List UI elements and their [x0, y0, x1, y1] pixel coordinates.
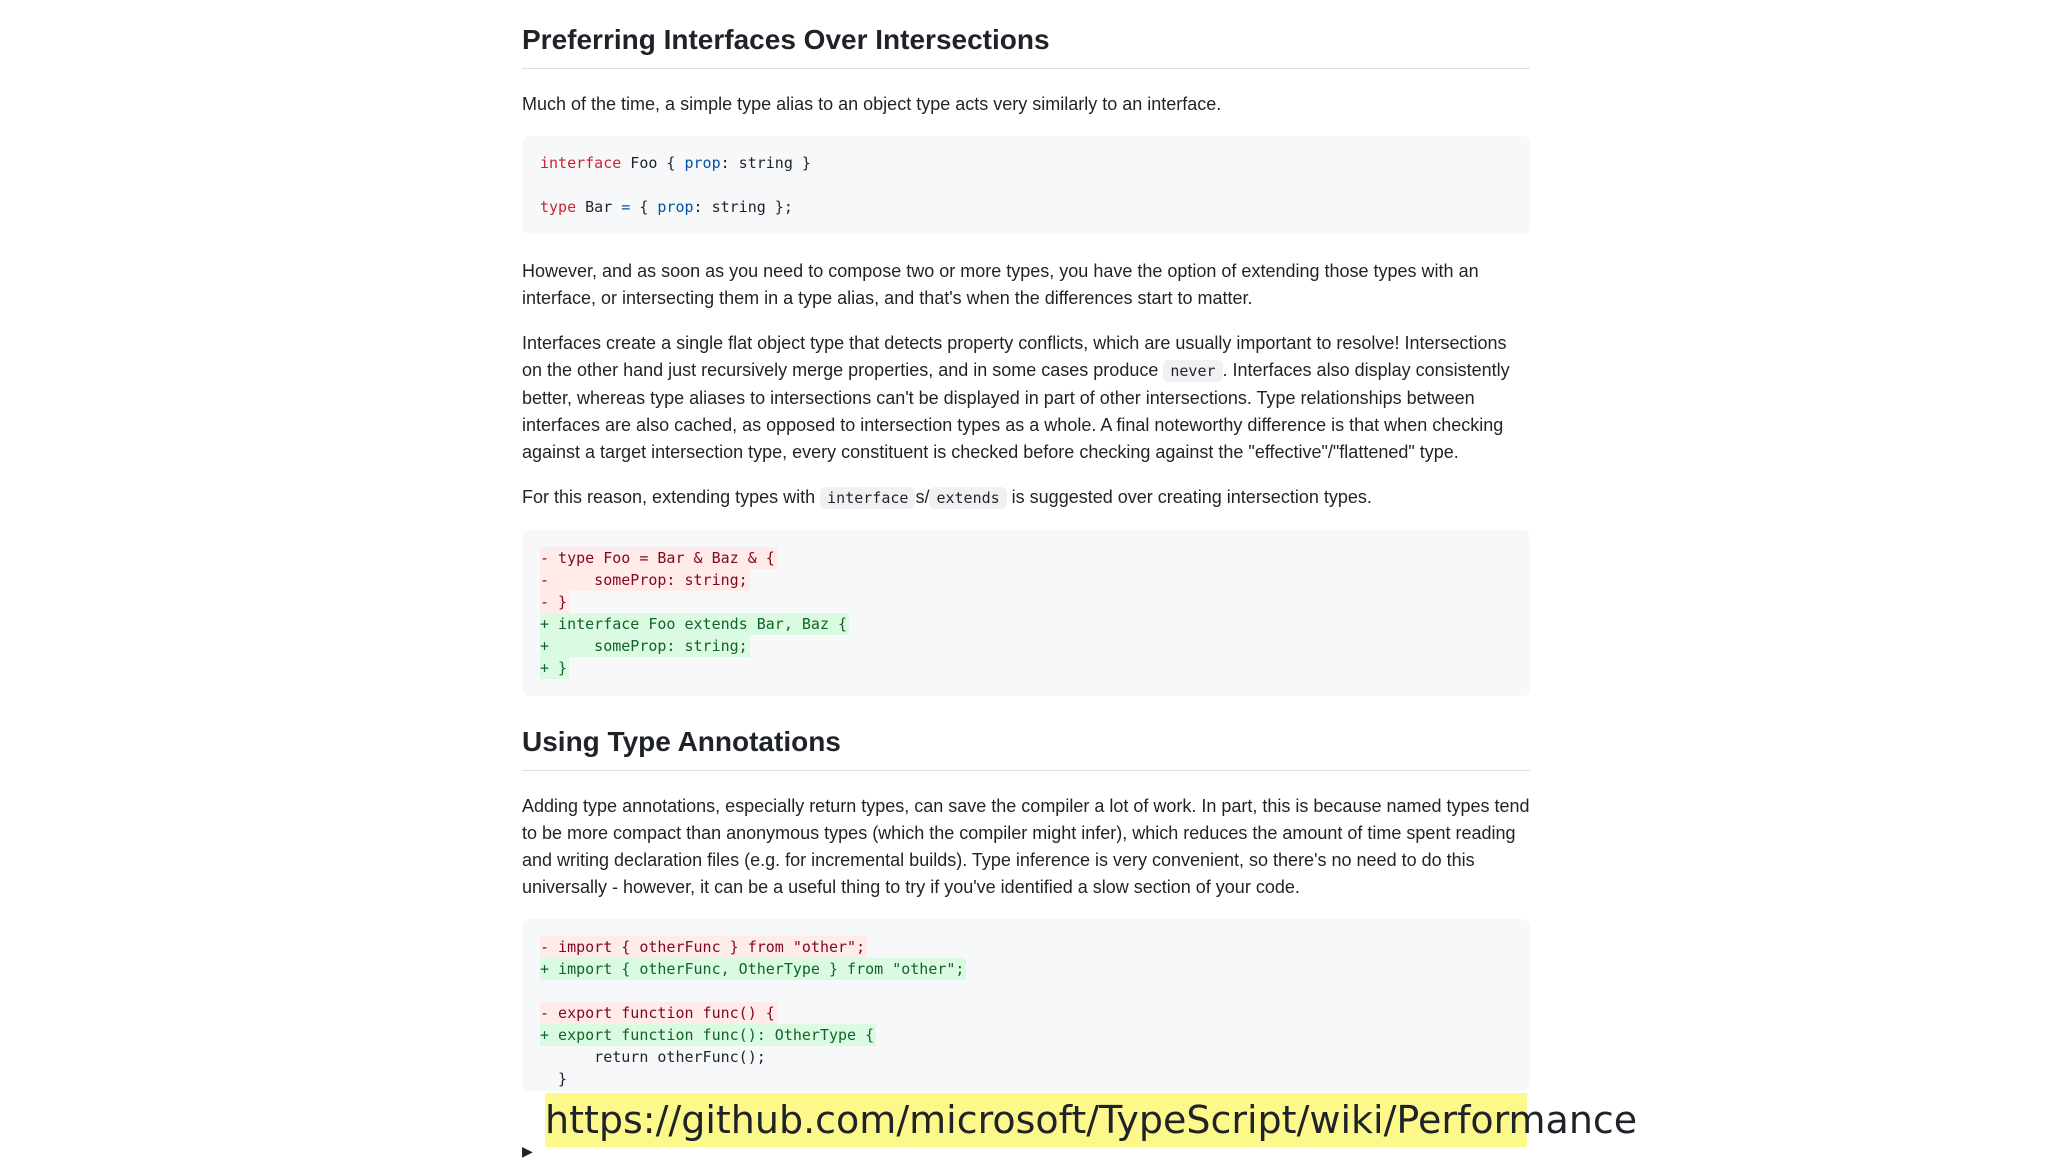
- diff-line-added: + import { otherFunc, OtherType } from "other";: [540, 960, 965, 978]
- diff-line-added: + export function func(): OtherType {: [540, 1026, 875, 1044]
- paragraph-conflicts: [522, 330, 1530, 466]
- code-keyword: interface: [540, 154, 622, 172]
- article-content: [522, 0, 1530, 1091]
- code-operator: =: [621, 198, 631, 216]
- diff-line-removed: - export function func() {: [540, 1004, 775, 1022]
- diff-block-annotations: [522, 919, 1530, 1091]
- diff-line-removed: - someProp: string;: [540, 571, 748, 589]
- section-heading-annotations[interactable]: Using Type Annotations: [522, 724, 1530, 771]
- diff-line-added: + interface Foo extends Bar, Baz {: [540, 615, 848, 633]
- code-block-interface-vs-type: [522, 136, 1530, 234]
- code-text: Bar: [576, 198, 622, 216]
- diff-line-context: return otherFunc();: [540, 1048, 766, 1066]
- paragraph-recommendation: [522, 484, 1530, 512]
- diff-line-removed: - }: [540, 593, 568, 611]
- text: is suggested over creating intersection types.: [1006, 487, 1372, 507]
- code-text: : string };: [693, 198, 793, 216]
- paragraph-annotations: Adding type annotations, especially return types, can save the compiler a lot of work. In part, this is because named types tend to be more compact than anonymous types (which the compiler might infer), which reduces the amount of time spent reading and writing declaration files (e.g. for incremental builds). Type inference is very convenient, so there's no need to do this universally - however, it can be a useful thing to try if you've identified a slow section of your code.: [522, 796, 1530, 897]
- paragraph-compose: However, and as soon as you need to compose two or more types, you have the option of extending those types with an interface, or intersecting them in a type alias, and that's when the differences start to matter.: [522, 261, 1479, 308]
- text: For this reason, extending types with: [522, 487, 821, 507]
- diff-line-added: + }: [540, 659, 568, 677]
- diff-line-added: + someProp: string;: [540, 637, 748, 655]
- code-keyword: type: [540, 198, 577, 216]
- text: s/: [915, 487, 930, 507]
- text: . Interfaces also display consistently better, whereas type aliases to intersections can't be displayed in part of other intersections. Type relationships between interfaces are also cached, as opposed to intersection types as a whole. A final noteworthy difference is that when checking against a target intersection type, every constituent is checked before checking against the "effective"/"flattened" type.: [522, 360, 1510, 462]
- paragraph-intro: Much of the time, a simple type alias to an object type acts very similarly to an interface.: [522, 94, 1222, 114]
- code-line: [540, 152, 1512, 174]
- url-banner: https://github.com/microsoft/TypeScript/wiki/Performance: [545, 1093, 1527, 1147]
- inline-code-interface: interface: [820, 487, 915, 509]
- diff-line-removed: - import { otherFunc } from "other";: [540, 938, 866, 956]
- inline-code-extends: extends: [929, 487, 1006, 509]
- diff-line-removed: - type Foo = Bar & Baz & {: [540, 549, 775, 567]
- text: Interfaces create a single flat object type that detects property conflicts, which are usually important to resolve! Intersections on the other hand just recursively merge properties, and in some cases produce: [522, 333, 1507, 380]
- triangle-right-icon[interactable]: ▶: [522, 1143, 533, 1159]
- code-property: prop: [684, 154, 721, 172]
- inline-code-never: never: [1163, 360, 1222, 382]
- code-text: {: [630, 198, 658, 216]
- code-line: [540, 196, 1512, 218]
- code-text: : string }: [720, 154, 811, 172]
- code-property: prop: [657, 198, 694, 216]
- code-text: Foo {: [621, 154, 685, 172]
- diff-line-context: }: [540, 1070, 568, 1088]
- section-heading-interfaces[interactable]: Preferring Interfaces Over Intersections: [522, 22, 1530, 69]
- diff-block-extends: [522, 530, 1530, 696]
